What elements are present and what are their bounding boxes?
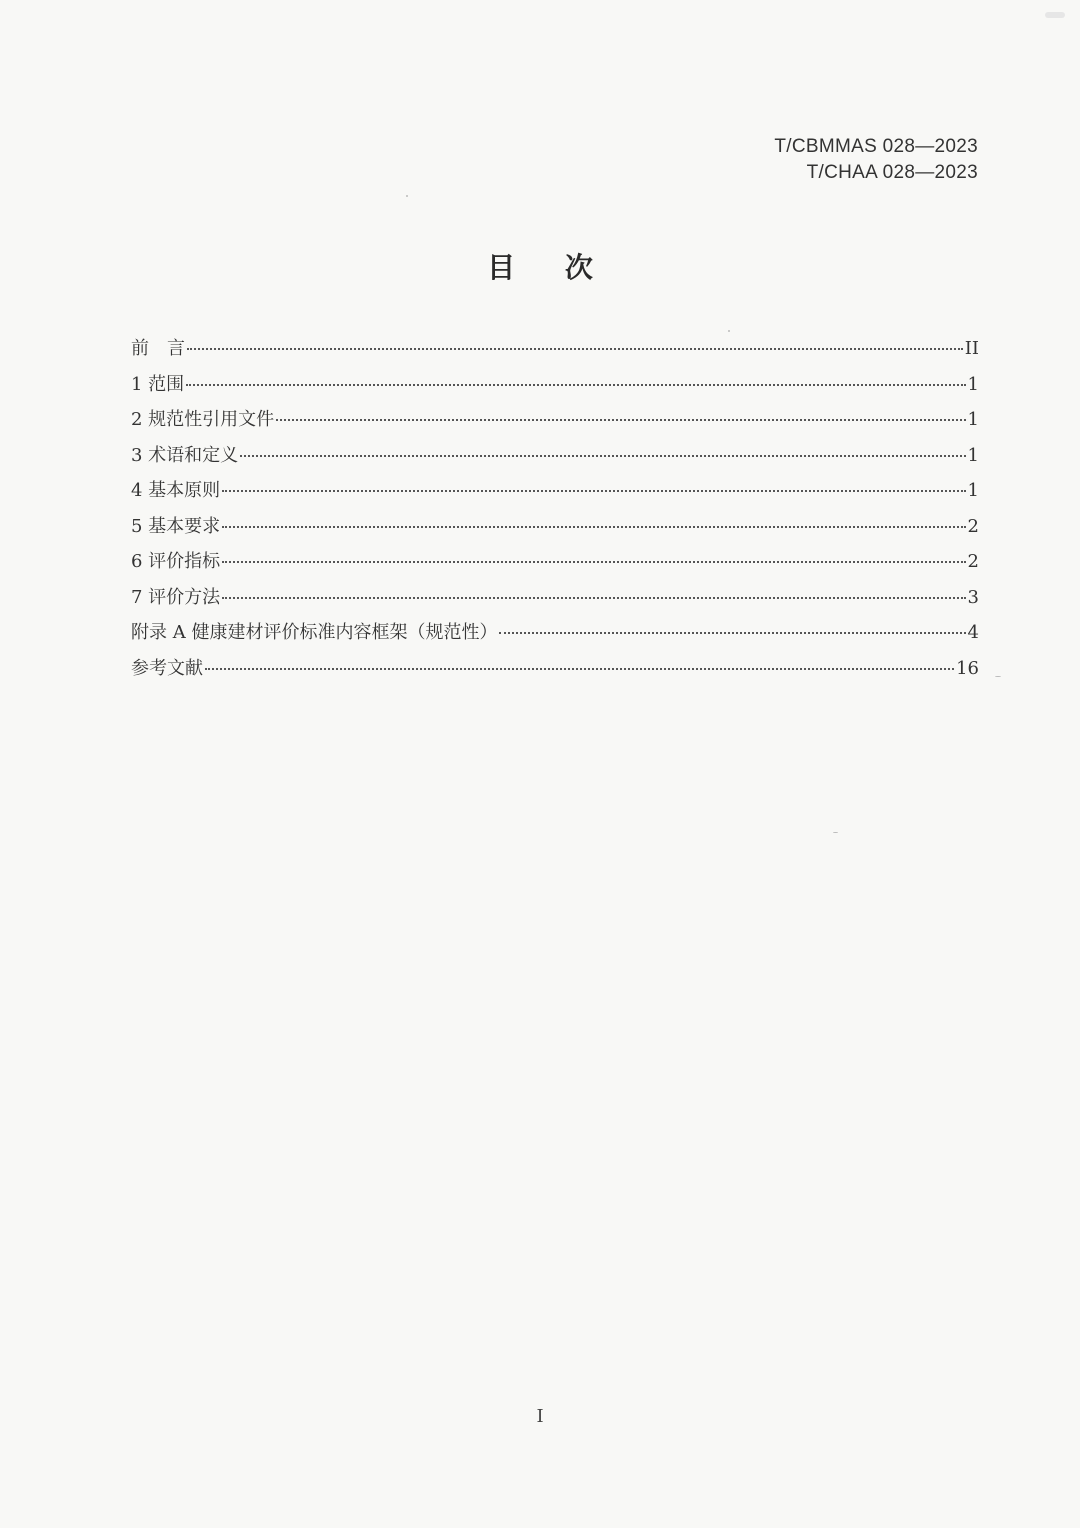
toc-leader-dots xyxy=(222,490,965,492)
toc-entry-page: 1 xyxy=(967,444,979,466)
toc-leader-dots xyxy=(276,419,965,421)
toc-entry-label: 5 基本要求 xyxy=(131,515,221,537)
toc-entry-evaluation-methods[interactable] xyxy=(131,583,979,619)
toc-entry-page: 3 xyxy=(967,586,979,608)
toc-entry-label: 7 评价方法 xyxy=(131,586,221,608)
table-of-contents xyxy=(131,334,979,689)
toc-entry-normative-references[interactable] xyxy=(131,405,979,441)
toc-entry-bibliography[interactable] xyxy=(131,654,979,690)
toc-entry-basic-requirements[interactable] xyxy=(131,512,979,548)
toc-entry-page: II xyxy=(964,338,979,359)
toc-entry-appendix-a[interactable] xyxy=(131,618,979,654)
toc-leader-dots xyxy=(222,526,965,528)
scan-speck xyxy=(406,195,408,197)
toc-entry-foreword[interactable] xyxy=(131,334,979,370)
page-number: I xyxy=(536,1406,544,1427)
toc-leader-dots xyxy=(240,455,965,457)
toc-leader-dots xyxy=(186,384,965,386)
toc-entry-page: 2 xyxy=(967,551,979,572)
toc-entry-label: 附录 A 健康建材评价标准内容框架（规范性） xyxy=(131,622,498,643)
scan-speck xyxy=(728,330,730,332)
toc-entry-evaluation-indicators[interactable] xyxy=(131,547,979,583)
scan-speck xyxy=(833,832,838,833)
toc-entry-basic-principles[interactable] xyxy=(131,476,979,512)
toc-entry-scope[interactable] xyxy=(131,370,979,406)
toc-entry-page: 1 xyxy=(967,480,979,501)
toc-entry-page: 1 xyxy=(967,409,979,430)
toc-entry-label: 6 评价指标 xyxy=(131,551,221,572)
toc-leader-dots xyxy=(187,348,963,350)
toc-leader-dots xyxy=(205,668,954,670)
standard-code-primary: T/CBMMAS 028—2023 xyxy=(774,136,978,157)
toc-entry-label: 2 规范性引用文件 xyxy=(131,409,275,430)
document-codes xyxy=(774,134,978,186)
toc-entry-page: 1 xyxy=(967,373,979,395)
toc-leader-dots xyxy=(222,561,965,563)
toc-leader-dots xyxy=(499,632,965,634)
toc-entry-label: 3 术语和定义 xyxy=(131,444,239,466)
scan-speck xyxy=(995,676,1001,677)
scan-speck xyxy=(1045,12,1065,18)
toc-entry-page: 2 xyxy=(967,515,979,537)
toc-title: 目 次 xyxy=(487,251,613,284)
toc-entry-label: 参考文献 xyxy=(131,657,203,679)
toc-entry-label: 1 范围 xyxy=(131,373,185,395)
toc-leader-dots xyxy=(222,597,965,599)
toc-entry-page: 4 xyxy=(967,622,979,643)
toc-entry-terms-definitions[interactable] xyxy=(131,441,979,477)
toc-entry-page: 16 xyxy=(956,657,979,679)
toc-entry-label: 前 言 xyxy=(131,338,185,359)
standard-code-secondary: T/CHAA 028—2023 xyxy=(806,162,978,183)
toc-entry-label: 4 基本原则 xyxy=(131,480,221,501)
